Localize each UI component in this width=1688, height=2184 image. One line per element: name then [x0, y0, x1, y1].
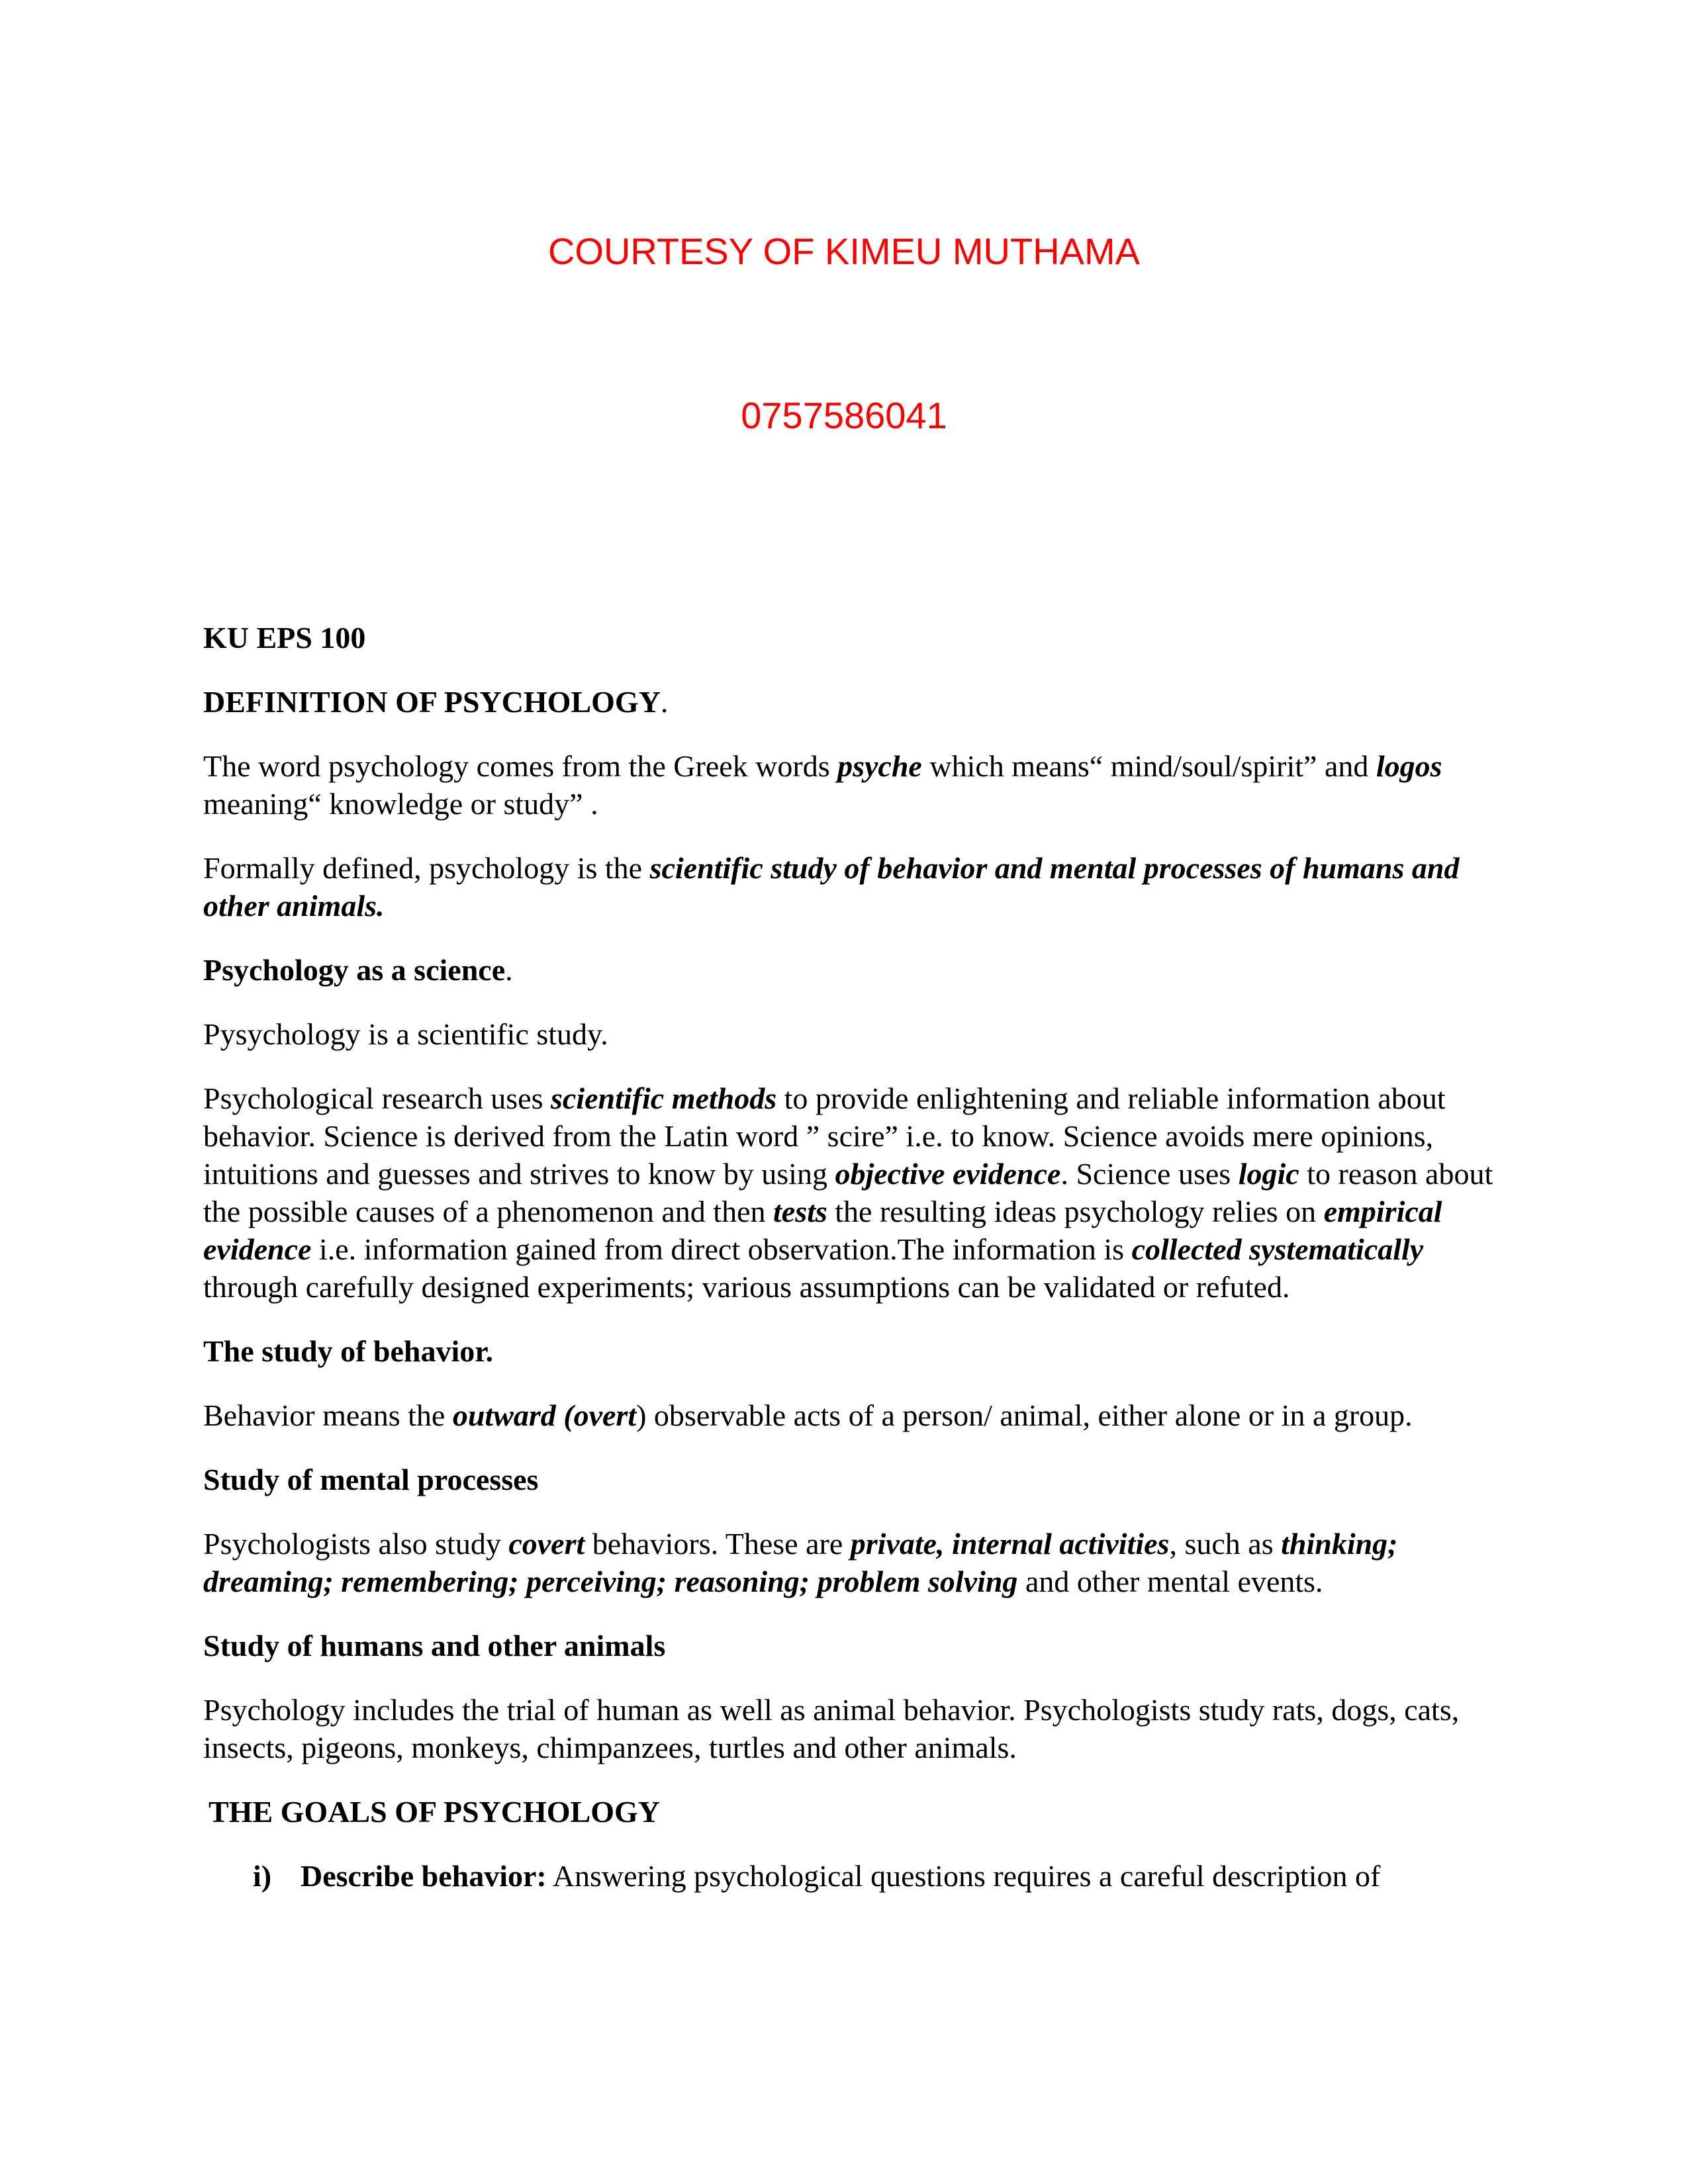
science-paragraph-2: Psychological research uses scientific methods to provide enlightening and reliable information about behavior. Science is derived from the Latin word ” scire” i.e. to know. Science avoids mere opinions, intuitions and guesses and strives to know by using objective evidence. Science uses logic to reason about the possible causes of a phenomenon and then tests the resulting ideas psychology relies on empirical evidence i.e. information gained from direct observation.The information is collected systematically through carefully designed experiments; various assumptions can be validated or refuted. — [203, 1081, 1493, 1304]
mental-paragraph: Psychologists also study covert behaviors. These are private, internal activities, such as thinking; dreaming; remembering; perceiving; reasoning; problem solving and other mental events. — [203, 1527, 1398, 1598]
goal-text: Answering psychological questions requires a careful description of — [546, 1859, 1381, 1893]
science-paragraph-1: Pysychology is a scientific study. — [203, 1017, 608, 1051]
definition-paragraph-2: Formally defined, psychology is the scientific study of behavior and mental processes of humans and other animals. — [203, 851, 1460, 923]
animals-heading: Study of humans and other animals — [203, 1629, 666, 1662]
formal-definition: scientific study of behavior and mental processes of humans and other animals. — [203, 851, 1460, 923]
course-code: KU EPS 100 — [203, 621, 366, 655]
science-heading: Psychology as a science. — [203, 953, 513, 987]
definition-paragraph-1: The word psychology comes from the Greek words psyche which means“ mind/soul/spirit” and logos meaning“ knowledge or study” . — [203, 749, 1442, 821]
phone-number: 0757586041 — [741, 394, 947, 436]
courtesy-header: COURTESY OF KIMEU MUTHAMA — [547, 230, 1140, 272]
behavior-paragraph: Behavior means the outward (overt) observable acts of a person/ animal, either alone or in a group. — [203, 1398, 1413, 1432]
definition-heading: DEFINITION OF PSYCHOLOGY. — [203, 685, 669, 719]
list-marker: i) — [253, 1859, 272, 1893]
term-logos: logos — [1376, 749, 1442, 783]
goals-heading: THE GOALS OF PSYCHOLOGY — [209, 1795, 661, 1829]
goal-label: Describe behavior: — [301, 1859, 547, 1893]
list-item — [203, 1857, 1501, 1895]
term-psyche: psyche — [837, 749, 922, 783]
animals-paragraph: Psychology includes the trial of human as well as animal behavior. Psychologists study rats, dogs, cats, insects, pigeons, monkeys, chimpanzees, turtles and other animals. — [203, 1693, 1460, 1764]
behavior-heading: The study of behavior. — [203, 1334, 493, 1368]
document-body — [203, 619, 1501, 1895]
mental-heading: Study of mental processes — [203, 1463, 539, 1496]
